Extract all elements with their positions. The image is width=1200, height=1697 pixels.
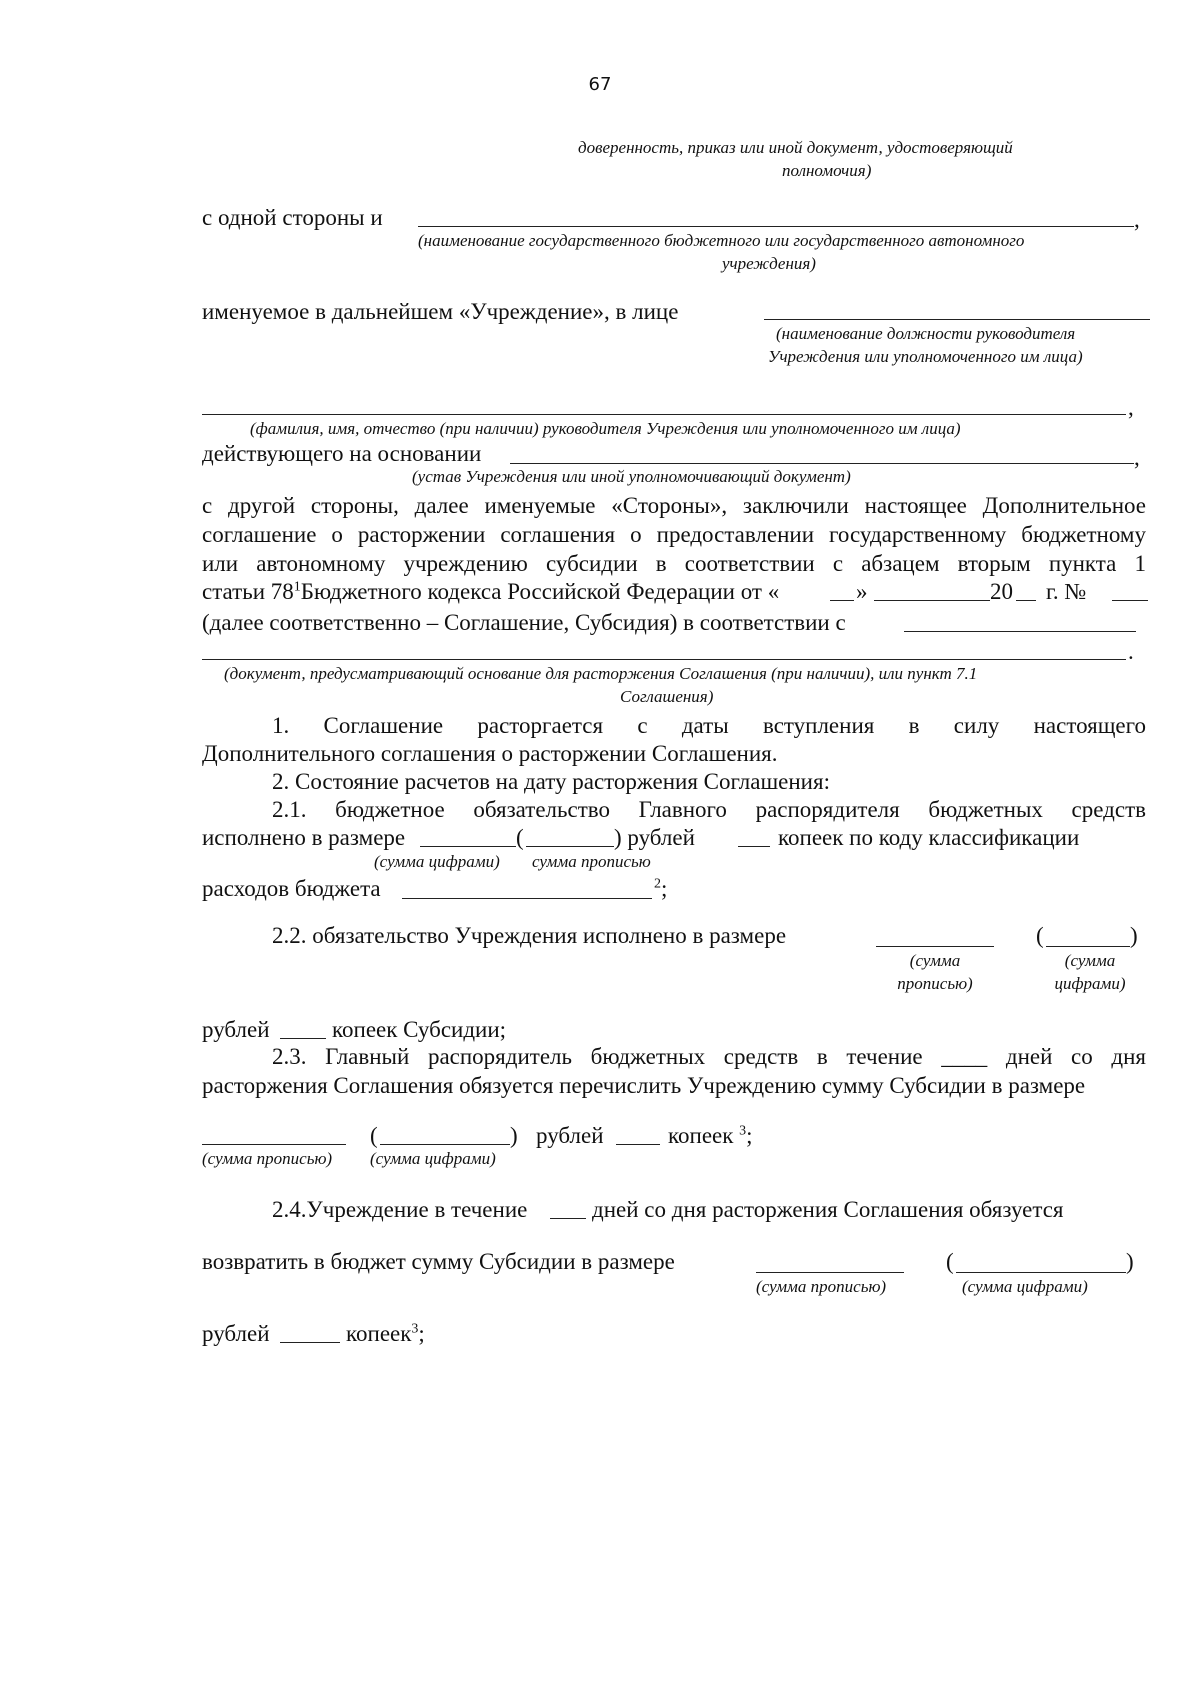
item23-line1: 2.3. Главный распорядитель бюджетных средств в течение ____ дней со дня (272, 1044, 1146, 1069)
budget-code-blank (402, 898, 652, 899)
caption22-digits-2: цифрами) (1054, 974, 1126, 993)
number-blank (1112, 600, 1148, 601)
kopeks-text: копеек (346, 1321, 412, 1346)
item22-digits-blank (1046, 946, 1130, 947)
item21-line3 (202, 875, 381, 903)
year-prefix: 20 (990, 579, 1013, 604)
item24-b: дней со дня расторжения Соглашения обязуется (592, 1197, 1064, 1222)
caption-position-line1: (наименование должности руководителя (776, 324, 1076, 343)
fio-blank (202, 414, 1126, 415)
document-period: . (1128, 639, 1134, 664)
item21-digits-blank (420, 846, 516, 847)
item23-words-blank (202, 1144, 346, 1145)
item23-rubles: рублей (536, 1123, 604, 1148)
caption-position-line2: Учреждения или уполномоченного им лица) (768, 347, 1083, 366)
item24-a: 2.4.Учреждение в течение (272, 1197, 528, 1222)
item21-line1: 2.1. бюджетное обязательство Главного распорядителя бюджетных средств (272, 797, 1146, 822)
item22-paren-open: ( (1036, 923, 1044, 948)
year-blank (1016, 600, 1036, 601)
item23-kopeks (668, 1122, 753, 1150)
item21-rubles: ) рублей (614, 825, 695, 850)
paragraph-line3: или автономному учреждению субсидии в соответствии с абзацем вторым пункта 1 (202, 551, 1146, 576)
paragraph-line4-a (202, 578, 779, 606)
caption22-words-2: прописью) (897, 974, 973, 993)
caption-fio: (фамилия, имя, отчество (при наличии) руководителя Учреждения или уполномоченного им лица) (250, 419, 961, 438)
acting-basis-text: действующего на основании (202, 441, 482, 466)
item21-line2-a: исполнено в размере (202, 825, 406, 850)
number-label: г. № (1046, 579, 1087, 604)
item22-text: 2.2. обязательство Учреждения исполнено в размере (272, 923, 787, 948)
item22-kopeks-text: копеек Субсидии; (332, 1017, 507, 1042)
fio-comma: , (1128, 395, 1134, 420)
caption22-digits-1: (сумма (1064, 951, 1116, 970)
item21-words-blank (526, 846, 614, 847)
close-quote: » (856, 579, 868, 604)
caption-authority-line2: полномочия) (782, 161, 872, 180)
document-blank (202, 659, 1126, 660)
institution-blank (418, 226, 1134, 227)
semicolon: ; (661, 876, 668, 901)
day-blank (830, 600, 854, 601)
item24-kopeks-blank (280, 1342, 340, 1343)
party1-label: с одной стороны и (202, 205, 383, 230)
item24-kopeks (346, 1320, 425, 1348)
item22-kopeks-blank (280, 1038, 326, 1039)
caption24-digits: (сумма цифрами) (962, 1277, 1088, 1296)
item24-paren-open: ( (946, 1249, 954, 1274)
basis-comma: , (1134, 445, 1140, 470)
institution-comma: , (1134, 207, 1140, 232)
footnote-2: 2 (654, 876, 661, 892)
budget-expenses-text: расходов бюджета (202, 876, 381, 901)
accordance-blank (904, 631, 1136, 632)
footnote-3: 3 (739, 1123, 747, 1139)
basis-blank (510, 463, 1134, 464)
paragraph-line1: с другой стороны, далее именуемые «Стороны», заключили настоящее Дополнительное (202, 493, 1146, 518)
named-in-person-text: именуемое в дальнейшем «Учреждение», в лице (202, 299, 679, 324)
article-superscript: 1 (293, 579, 301, 595)
code-text: Бюджетного кодекса Российской Федерации от « (300, 579, 780, 604)
caption-sum-words: сумма прописью (532, 852, 651, 871)
caption-document-line2: Соглашения) (620, 687, 714, 706)
item24-paren-close: ) (1126, 1249, 1134, 1274)
item23-line2: расторжения Соглашения обязуется перечислить Учреждению сумму Субсидии в размере (202, 1073, 1086, 1098)
item21-line3-end (654, 875, 667, 903)
item24-return-text: возвратить в бюджет сумму Субсидии в размере (202, 1249, 675, 1274)
month-blank (874, 600, 990, 601)
caption-sum-digits: (сумма цифрами) (374, 852, 500, 871)
caption23-words: (сумма прописью) (202, 1149, 333, 1168)
caption22-words-1: (сумма (909, 951, 961, 970)
item23-digits-blank (380, 1144, 510, 1145)
caption-authority-line1: доверенность, приказ или иной документ, удостоверяющий (578, 138, 1013, 157)
caption24-words: (сумма прописью) (756, 1277, 887, 1296)
caption-institution-line1: (наименование государственного бюджетного или государственного автономного (418, 231, 1025, 250)
caption23-digits: (сумма цифрами) (370, 1149, 496, 1168)
item23-paren-close: ) (510, 1123, 518, 1148)
item21-paren-open: ( (516, 825, 524, 850)
article-text: статьи 78 (202, 579, 294, 604)
item24-rubles: рублей (202, 1321, 270, 1346)
item22-words-blank (876, 946, 994, 947)
item1-line2: Дополнительного соглашения о расторжении Соглашения. (202, 741, 778, 766)
semicolon: ; (746, 1123, 753, 1148)
footnote-3: 3 (411, 1321, 419, 1337)
item2-text: 2. Состояние расчетов на дату расторжения Соглашения: (272, 769, 830, 794)
item24-words-blank (756, 1272, 904, 1273)
caption-charter: (устав Учреждения или иной уполномочивающий документ) (412, 467, 851, 486)
item23-paren-open: ( (370, 1123, 378, 1148)
caption-institution-line2: учреждения) (722, 254, 816, 273)
item22-rubles: рублей (202, 1017, 270, 1042)
page-number: 67 (588, 74, 612, 95)
item22-paren-close: ) (1130, 923, 1138, 948)
item23-kopeks-blank (616, 1144, 660, 1145)
item24-digits-blank (956, 1272, 1126, 1273)
item1-line1: 1. Соглашение расторгается с даты вступления в силу настоящего (272, 713, 1146, 738)
position-blank (764, 319, 1150, 320)
caption-document-line1: (документ, предусматривающий основание для расторжения Соглашения (при наличии), или пункт 7.1 (224, 664, 978, 683)
item21-line2-d: копеек по коду классификации (778, 825, 1080, 850)
kopeks-text: копеек (668, 1123, 734, 1148)
paragraph-line5: (далее соответственно – Соглашение, Субсидия) в соответствии с (202, 610, 846, 635)
paragraph-line2: соглашение о расторжении соглашения о предоставлении государственному бюджетному (202, 522, 1146, 547)
item21-kopeks-blank (738, 846, 770, 847)
item24-days-blank (550, 1218, 586, 1219)
semicolon: ; (418, 1321, 425, 1346)
